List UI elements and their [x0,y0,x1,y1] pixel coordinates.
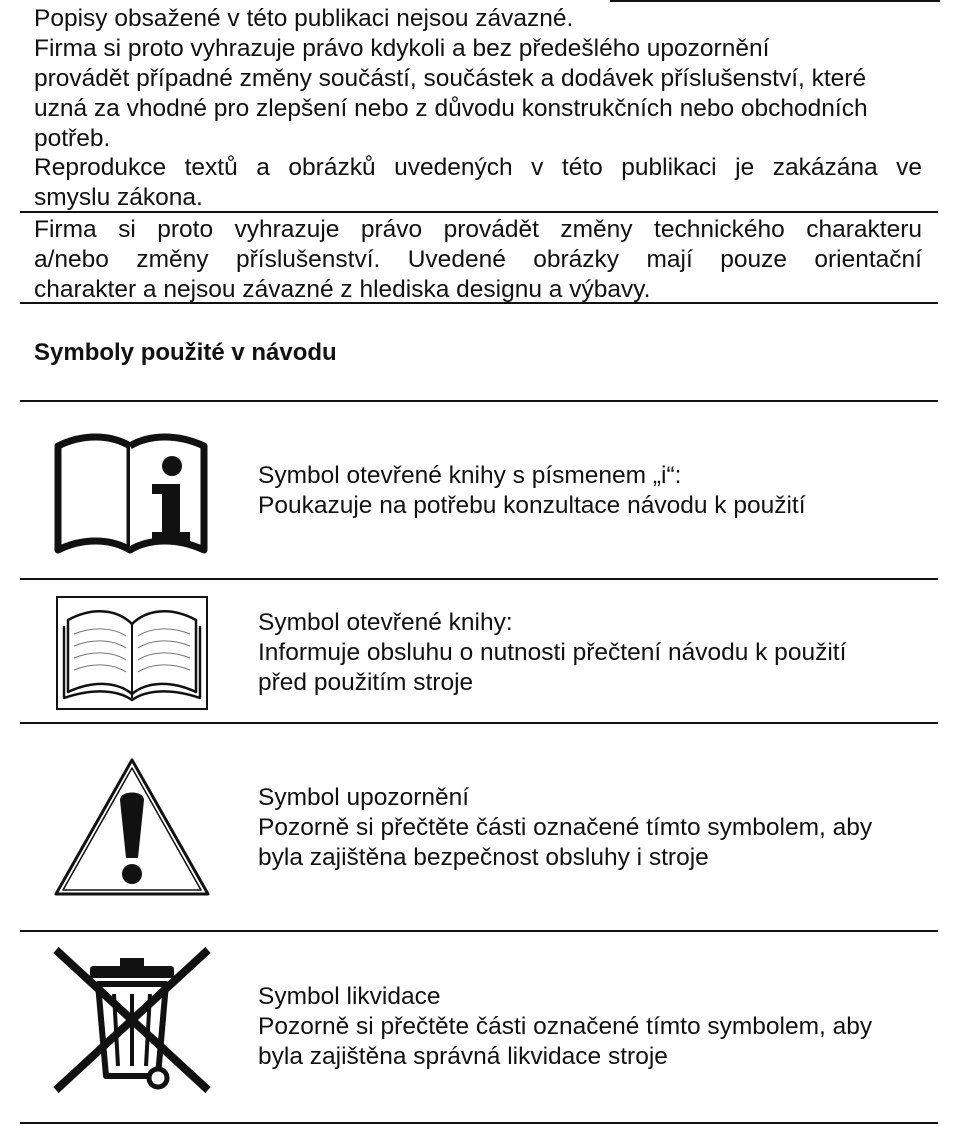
symbol-title: Symbol otevřené knihy: [258,609,513,636]
symbol-description [258,461,806,521]
symbols-divider [20,722,938,724]
symbol-text: byla zajištěna správná likvidace stroje [258,1043,668,1070]
intro-paragraph-2 [34,34,922,154]
symbol-text: byla zajištěna bezpečnost obsluhy i stroje [258,844,709,871]
text-line: a/nebo změny příslušenství. Uvedené obrázky mají pouze orientační [34,246,922,273]
symbol-title: Symbol upozornění [258,784,470,811]
symbol-text: Pozorně si přečtěte části označené tímto symbolem, aby [258,1013,873,1040]
intro-paragraph-1 [34,4,922,34]
symbol-text: před použitím stroje [258,669,474,696]
text-line: Popisy obsažené v této publikaci nejsou závazné. [34,5,574,32]
symbol-description [258,783,872,873]
crossed-bin-icon [50,944,214,1096]
open-book-icon [54,594,210,712]
text-line: Firma si proto vyhrazuje právo kdykoli a bez předešlého upozornění [34,35,770,62]
intro-paragraph-4 [34,215,922,305]
symbol-text: Pozorně si přečtěte části označené tímto symbolem, aby [258,814,873,841]
text-line: charakter a nejsou závazné z hlediska designu a výbavy. [34,276,651,303]
symbol-text: Informuje obsluhu o nutnosti přečtení návodu k použití [258,639,847,666]
section-title: Symboly použité v návodu [34,339,337,366]
symbol-title: Symbol otevřené knihy s písmenem „i“: [258,462,682,489]
intro-paragraph-3 [34,153,922,213]
symbol-title: Symbol likvidace [258,983,441,1010]
symbol-text: Poukazuje na potřebu konzultace návodu k použití [258,492,806,519]
bottom-rule [20,1122,938,1124]
symbols-divider [20,578,938,580]
top-rule [610,0,940,2]
symbols-divider [20,400,938,402]
symbol-description [258,982,872,1072]
text-line: Firma si proto vyhrazuje právo provádět změny technického charakteru [34,216,922,243]
warning-triangle-icon [50,754,214,900]
text-line: smyslu zákona. [34,184,203,211]
text-line: uzná za vhodné pro zlepšení nebo z důvodu konstrukčních nebo obchodních [34,95,868,122]
text-line: Reprodukce textů a obrázků uvedených v této publikaci je zakázána ve [34,154,922,181]
text-line: provádět případné změny součástí, součástek a dodávek příslušenství, které [34,65,867,92]
section-divider [20,302,938,304]
book-info-icon [54,428,210,554]
text-line: potřeb. [34,125,111,152]
symbol-description [258,608,846,698]
symbols-divider [20,930,938,932]
section-divider [20,211,938,213]
